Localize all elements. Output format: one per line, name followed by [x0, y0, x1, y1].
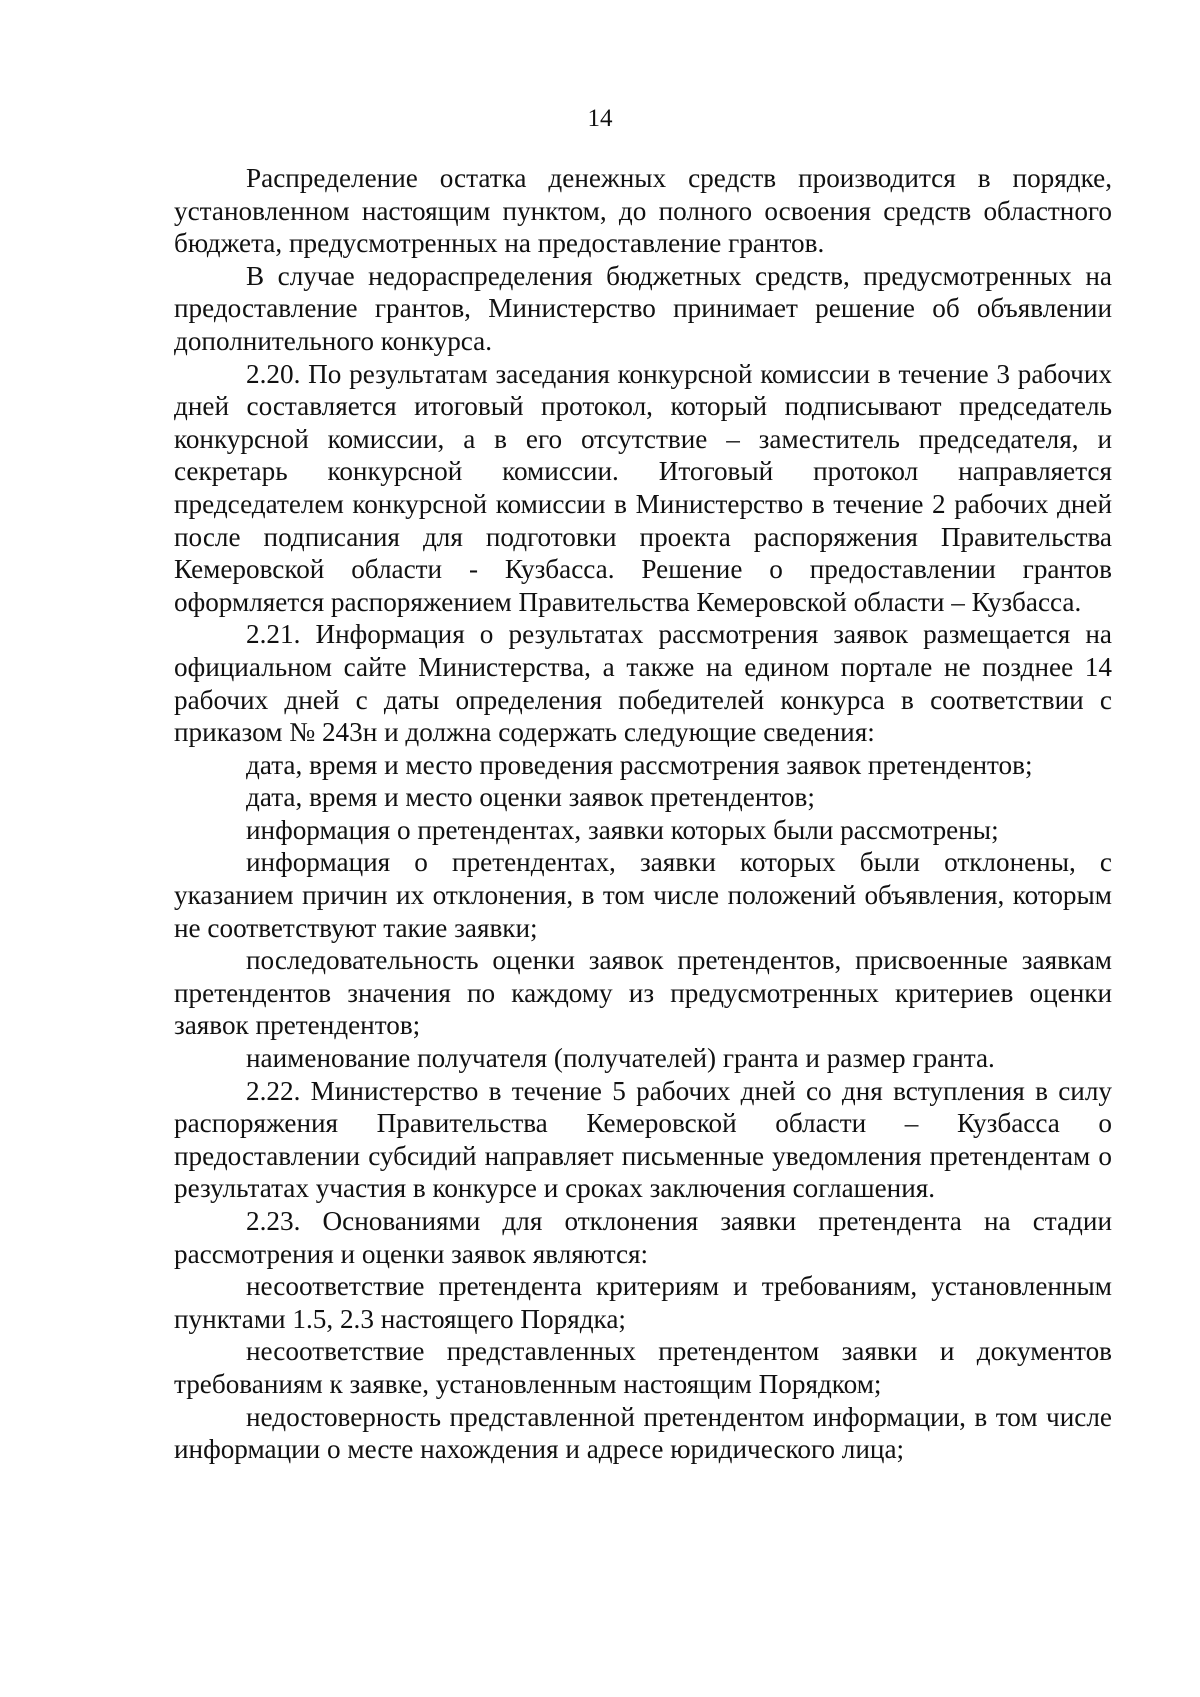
- list-item-evaluation-date: дата, время и место оценки заявок претендентов;: [246, 782, 815, 813]
- list-item-reviewed-applicants: информация о претендентах, заявки которых были рассмотрены;: [246, 814, 999, 845]
- clause-2-23: 2.23. Основаниями для отклонения заявки претендента на стадии рассмотрения и оценки заявок являются:: [174, 1206, 1112, 1269]
- clause-2-22: 2.22. Министерство в течение 5 рабочих дней со дня вступления в силу распоряжения Правительства Кемеровской области – Кузбасса о предоставлении субсидий направляет письменные уведомления претендентам о результатах участия в конкурсе и сроках заключения соглашения.: [174, 1075, 1112, 1204]
- list-item-inaccurate-information: недостоверность представленной претендентом информации, в том числе информации о месте нахождения и адресе юридического лица;: [174, 1401, 1112, 1465]
- list-item-review-date: дата, время и место проведения рассмотрения заявок претендентов;: [246, 749, 1033, 780]
- list-item-criteria-mismatch: несоответствие претендента критериям и требованиям, установленным пунктами 1.5, 2.3 настоящего Порядка;: [174, 1271, 1112, 1334]
- list-item-evaluation-sequence: последовательность оценки заявок претендентов, присвоенные заявкам претендентов значения по каждому из предусмотренных критериев оценки заявок претендентов;: [174, 945, 1112, 1041]
- clause-2-21: 2.21. Информация о результатах рассмотрения заявок размещается на официальном сайте Министерства, а также на едином портале не позднее 14 рабочих дней с даты определения победителей конкурса в соответствии с приказом № 243н и должна содержать следующие сведения:: [174, 619, 1112, 748]
- document-body: [174, 162, 1112, 1466]
- clause-2-20: 2.20. По результатам заседания конкурсной комиссии в течение 3 рабочих дней составляется итоговый протокол, который подписывают председатель конкурсной комиссии, а в его отсутствие – заместитель председателя, и секретарь конкурсной комиссии. Итоговый протокол направляется председателем конкурсной комиссии в Министерство в течение 2 рабочих дней после подписания для подготовки проекта распоряжения Правительства Кемеровской области - Кузбасса. Решение о предоставлении грантов оформляется распоряжением Правительства Кемеровской области – Кузбасса.: [174, 358, 1112, 617]
- list-item-grant-recipient: наименование получателя (получателей) гранта и размер гранта.: [246, 1043, 995, 1074]
- page-number: 14: [587, 105, 613, 132]
- list-item-documents-mismatch: несоответствие представленных претендентом заявки и документов требованиям к заявке, установленным настоящим Порядком;: [174, 1336, 1112, 1399]
- paragraph-remainder-distribution: Распределение остатка денежных средств производится в порядке, установленном настоящим пунктом, до полного освоения средств областного бюджета, предусмотренных на предоставление грантов.: [174, 163, 1112, 259]
- paragraph-additional-contest: В случае недораспределения бюджетных средств, предусмотренных на предоставление грантов, Министерство принимает решение об объявлении дополнительного конкурса.: [174, 260, 1112, 356]
- list-item-rejected-applicants: информация о претендентах, заявки которых были отклонены, с указанием причин их отклонения, в том числе положений объявления, которым не соответствуют такие заявки;: [174, 847, 1112, 943]
